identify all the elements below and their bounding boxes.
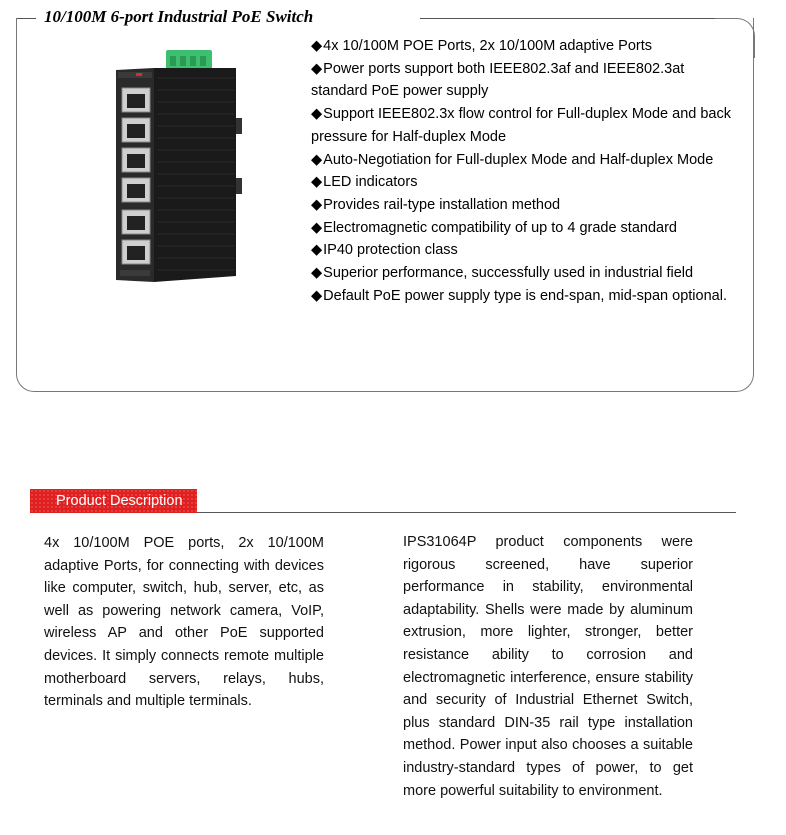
section-heading: Product Description [30, 489, 197, 513]
bullet-icon: ◆ [311, 60, 323, 77]
feature-item: ◆IP40 protection class [311, 242, 458, 259]
industrial-switch-icon [100, 48, 250, 288]
section-rule [197, 512, 736, 513]
bullet-icon: ◆ [311, 174, 323, 191]
feature-item: ◆4x 10/100M POE Ports, 2x 10/100M adaptive Ports [311, 38, 652, 54]
description-left: 4x 10/100M POE ports, 2x 10/100M adaptive Ports, for connecting with devices like computer, switch, hub, server, etc, as well as powering network camera, VoIP, wireless AP and other PoE supported devices. It simply connects remote multiple motherboard servers, relays, hubs, terminals and multiple terminals. [44, 535, 324, 710]
feature-item: ◆Default PoE power supply type is end-span, mid-span optional. [311, 287, 727, 304]
feature-item: ◆Auto-Negotiation for Full-duplex Mode and Half-duplex Mode [311, 151, 714, 168]
bullet-icon: ◆ [311, 242, 323, 259]
feature-list [311, 35, 743, 307]
feature-item: ◆LED indicators [311, 174, 418, 191]
bullet-icon: ◆ [311, 287, 323, 304]
feature-item: ◆Power ports support both IEEE802.3af and IEEE802.3at standard PoE power supply [311, 60, 685, 100]
bullet-icon: ◆ [311, 219, 323, 236]
bullet-icon: ◆ [311, 38, 323, 54]
description-right: IPS31064P product components were rigorous screened, have superior performance in stability, environmental adaptability. Shells were made by aluminum extrusion, more lighter, stronger, better resistance ability to corrosion and electromagnetic interference, ensure stability and security of Industrial Ethernet Switch, plus standard DIN-35 rail type installation method. Power input also chooses a suitable industry-standard types of power, to get more powerful suitability to environment. [403, 534, 693, 799]
feature-item: ◆Electromagnetic compatibility of up to 4 grade standard [311, 219, 677, 236]
feature-item: ◆Provides rail-type installation method [311, 196, 561, 213]
bullet-icon: ◆ [311, 265, 323, 282]
bullet-icon: ◆ [311, 106, 323, 123]
feature-item: ◆Support IEEE802.3x flow control for Full-duplex Mode and back pressure for Half-duplex Mode [311, 106, 731, 145]
bullet-icon: ◆ [311, 151, 323, 168]
bullet-icon: ◆ [311, 196, 323, 213]
feature-item: ◆Superior performance, successfully used in industrial field [311, 265, 694, 282]
page-title: 10/100M 6-port Industrial PoE Switch [44, 7, 314, 26]
